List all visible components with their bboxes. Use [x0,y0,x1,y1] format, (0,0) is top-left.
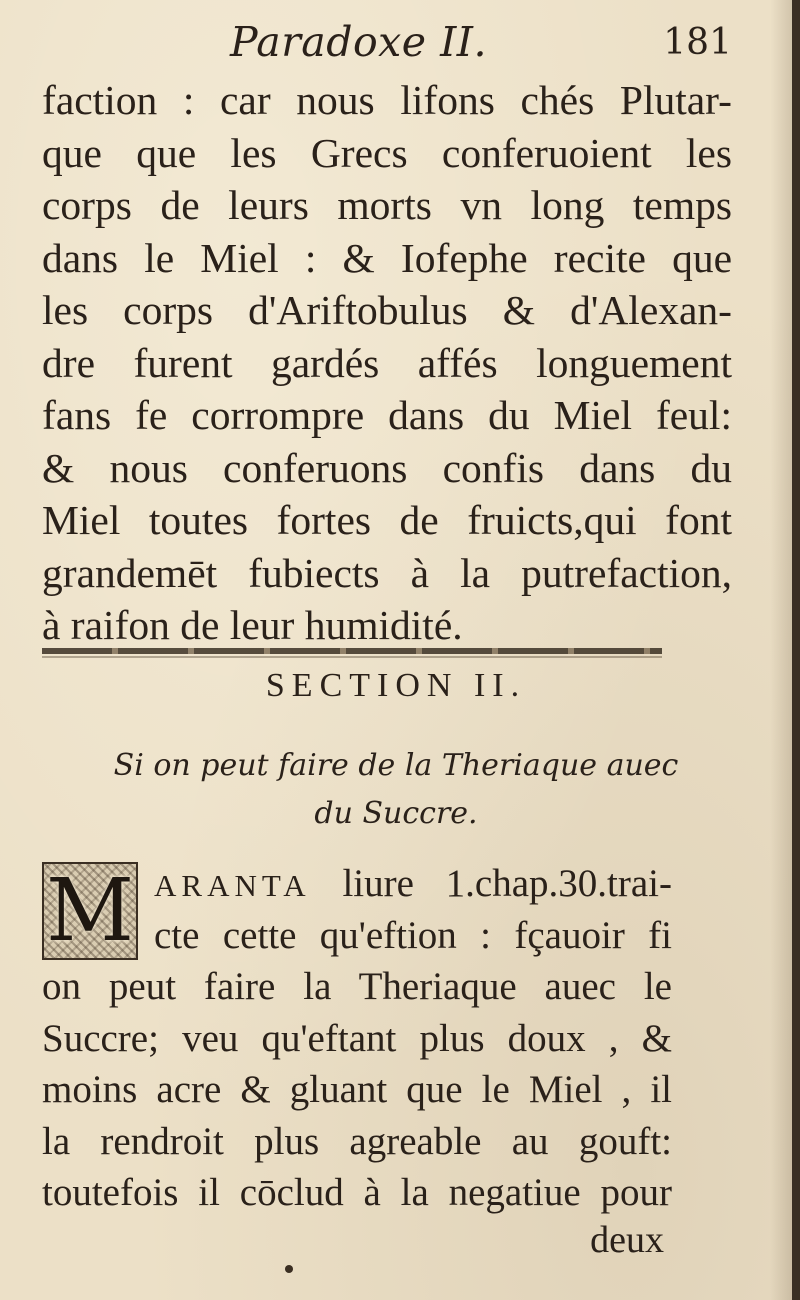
text-line: que que les Grecs conferuoient les [42,129,732,176]
text-line: grandemēt fubiects à la putrefaction, [42,549,732,596]
paragraph-1 [42,74,732,652]
paragraph-2 [42,858,672,1219]
text-line: & nous conferuons confis dans du [42,444,732,491]
text-line [154,858,672,910]
background-edge [792,0,800,1300]
text-line: les corps d'Ariftobulus & d'Alexan- [42,287,732,333]
text-line: Succre; veu qu'eftant plus doux , & [42,1016,672,1060]
author-name-smallcaps: ARANTA [154,868,311,903]
ornamental-rule [42,648,662,654]
text-line: corps de leurs morts vn long temps [42,182,732,228]
text-line: dre furent gardés affés longuement [42,339,732,386]
drop-cap-letter: M [45,861,135,961]
text-line: faction : car nous lifons chés Plutar- [42,77,732,123]
page-number: 181 [663,22,732,63]
text-line: dans le Miel : & Iofephe recite que [42,234,732,281]
section-heading: SECTION II. [265,667,527,704]
catchword: deux [590,1219,664,1261]
text-line: la rendroit plus agreable au gouft: [42,1119,672,1163]
text-run: liure 1.chap.30.trai- [342,862,673,905]
text-line: Miel toutes fortes de fruicts,qui font [42,497,732,543]
text-line: toutefois il cōclud à la negatiue pour [42,1171,672,1214]
page-header [40,18,740,74]
text-line: on peut faire la Theriaque auec le [42,965,672,1008]
section-title-line: du Succre. [314,796,478,831]
text-line: moins acre & gluant que le Miel , il [42,1068,672,1111]
ink-speck [285,1265,293,1273]
page-edge-shadow [770,0,792,1300]
text-line: cte cette qu'eftion : fçauoir fi [154,913,672,957]
text-line: à raifon de leur humidité. [42,602,463,648]
section-title [0,742,792,838]
text-line: fans fe corrompre dans du Miel feul: [42,392,732,438]
running-title: Paradoxe II. [230,18,488,66]
rule-underline [42,656,662,658]
section-title-line: Si on peut faire de la Theriaque auec [113,748,679,783]
